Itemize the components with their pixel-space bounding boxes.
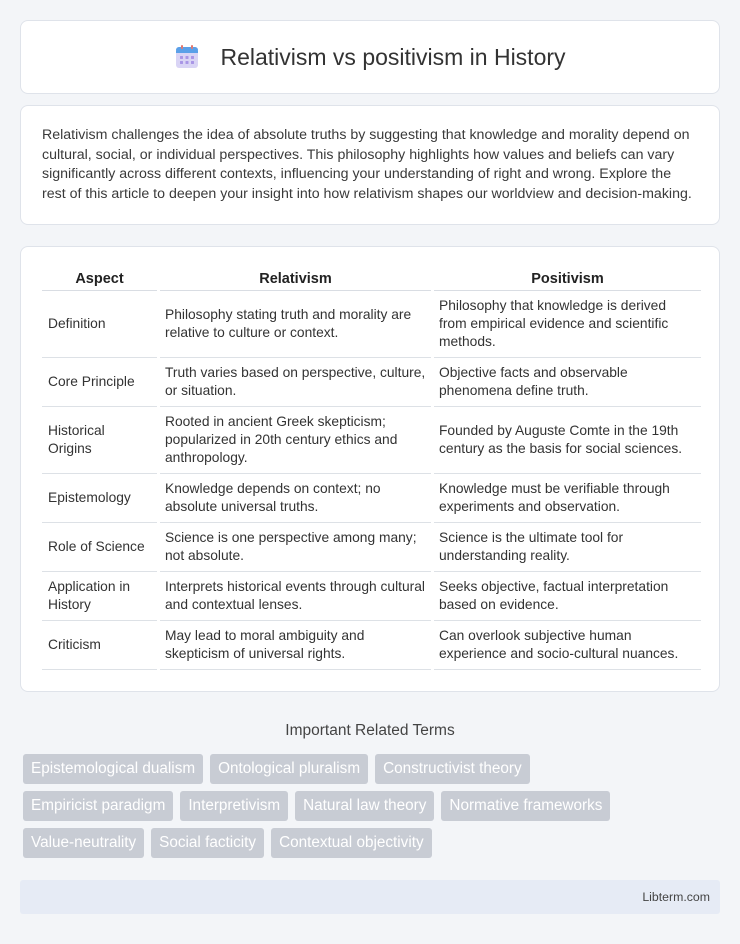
table-row — [42, 358, 701, 407]
positivism-cell: Seeks objective, factual interpretation based on evidence. — [434, 572, 701, 621]
aspect-cell: Criticism — [42, 621, 157, 670]
related-term-tag[interactable]: Ontological pluralism — [210, 754, 368, 784]
comparison-table — [39, 269, 704, 670]
related-term-tag[interactable]: Normative frameworks — [441, 791, 610, 821]
related-terms-title: Important Related Terms — [285, 722, 455, 740]
related-term-tag[interactable]: Empiricist paradigm — [23, 791, 173, 821]
footer-brand[interactable]: Libterm.com — [642, 890, 710, 904]
comparison-table-card — [20, 246, 720, 692]
related-terms-section — [20, 722, 720, 858]
positivism-cell: Science is the ultimate tool for understanding reality. — [434, 523, 701, 572]
related-term-tag[interactable]: Interpretivism — [180, 791, 288, 821]
intro-text: Relativism challenges the idea of absolute truths by suggesting that knowledge and morality depend on cultural, social, or individual perspectives. This philosophy highlights how values and beliefs can vary significantly across different contexts, influencing your understanding of right and wrong. Explore the rest of this article to deepen your insight into how relativism shapes our worldview and decision-making. — [42, 127, 692, 202]
positivism-cell: Philosophy that knowledge is derived from empirical evidence and scientific methods. — [434, 291, 701, 358]
related-term-tag[interactable]: Social facticity — [151, 828, 264, 858]
aspect-cell: Epistemology — [42, 474, 157, 523]
relativism-cell: Interprets historical events through cultural and contextual lenses. — [160, 572, 431, 621]
related-terms-tags — [20, 754, 670, 858]
intro-card — [20, 105, 720, 225]
related-term-tag[interactable]: Epistemological dualism — [23, 754, 203, 784]
calendar-icon — [174, 44, 200, 70]
aspect-cell: Role of Science — [42, 523, 157, 572]
relativism-cell: Truth varies based on perspective, culture, or situation. — [160, 358, 431, 407]
aspect-cell: Application in History — [42, 572, 157, 621]
table-row — [42, 572, 701, 621]
relativism-cell: Rooted in ancient Greek skepticism; popularized in 20th century ethics and anthropology. — [160, 407, 431, 474]
header-card — [20, 20, 720, 94]
table-row — [42, 621, 701, 670]
positivism-cell: Founded by Auguste Comte in the 19th century as the basis for social sciences. — [434, 407, 701, 474]
aspect-cell: Definition — [42, 291, 157, 358]
table-row — [42, 407, 701, 474]
related-term-tag[interactable]: Contextual objectivity — [271, 828, 432, 858]
relativism-cell: Philosophy stating truth and morality are relative to culture or context. — [160, 291, 431, 358]
footer — [20, 880, 720, 914]
related-term-tag[interactable]: Constructivist theory — [375, 754, 530, 784]
table-header-row — [42, 269, 701, 291]
header-positivism: Positivism — [434, 269, 701, 291]
aspect-cell: Core Principle — [42, 358, 157, 407]
relativism-cell: Knowledge depends on context; no absolute universal truths. — [160, 474, 431, 523]
table-row — [42, 291, 701, 358]
related-term-tag[interactable]: Value-neutrality — [23, 828, 144, 858]
relativism-cell: Science is one perspective among many; not absolute. — [160, 523, 431, 572]
positivism-cell: Knowledge must be verifiable through experiments and observation. — [434, 474, 701, 523]
positivism-cell: Objective facts and observable phenomena define truth. — [434, 358, 701, 407]
table-row — [42, 474, 701, 523]
related-term-tag[interactable]: Natural law theory — [295, 791, 434, 821]
header-aspect: Aspect — [42, 269, 157, 291]
relativism-cell: May lead to moral ambiguity and skepticism of universal rights. — [160, 621, 431, 670]
header-relativism: Relativism — [160, 269, 431, 291]
page-title: Relativism vs positivism in History — [220, 43, 566, 70]
positivism-cell: Can overlook subjective human experience and socio-cultural nuances. — [434, 621, 701, 670]
aspect-cell: Historical Origins — [42, 407, 157, 474]
table-row — [42, 523, 701, 572]
